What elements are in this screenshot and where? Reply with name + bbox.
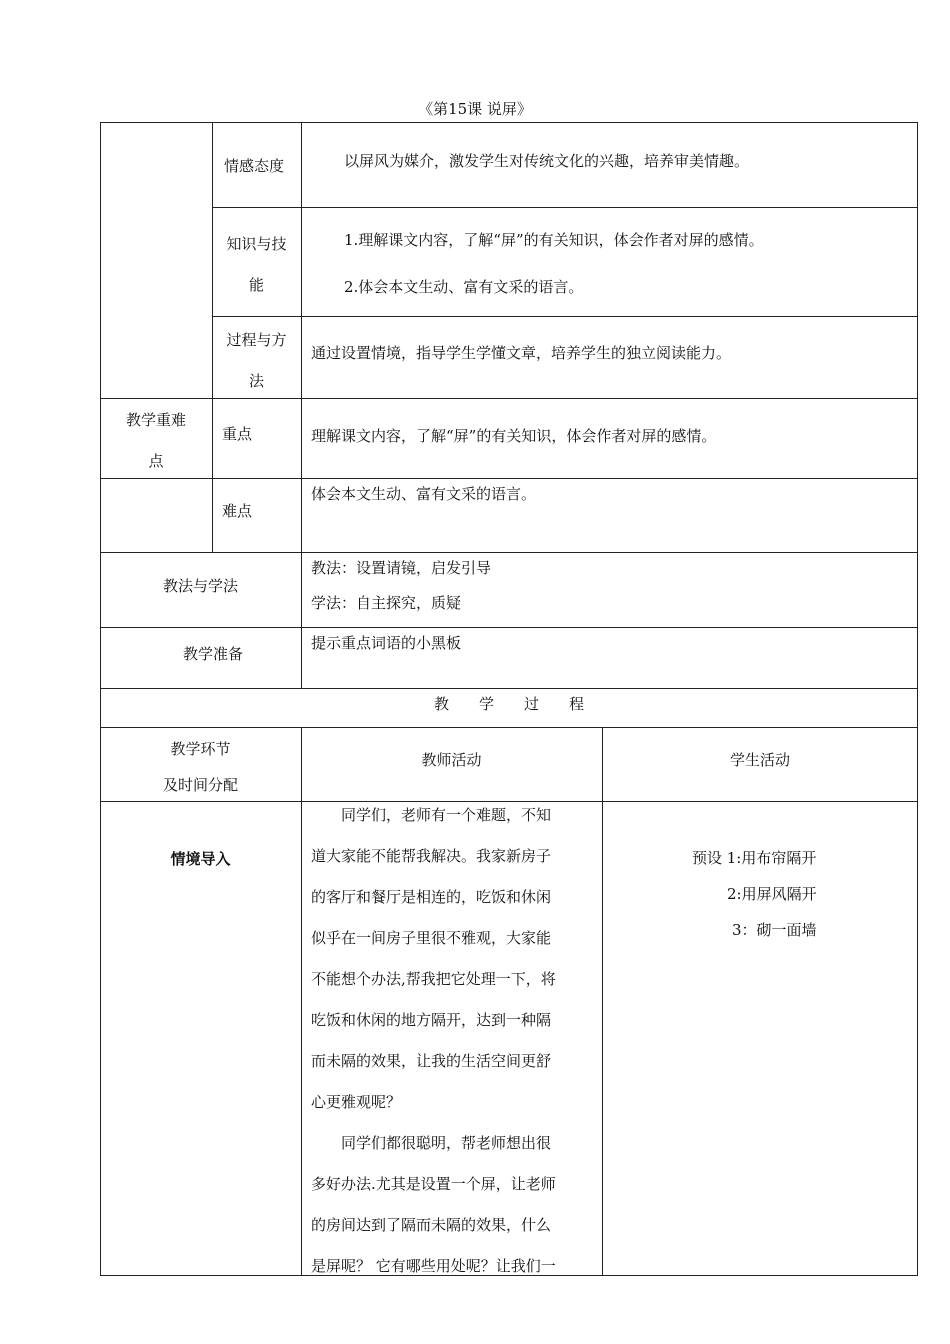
student-activity-3: 3：砌一面墙 — [732, 921, 817, 939]
process-label — [212, 320, 301, 402]
teacher-line: 心更雅观呢？ — [311, 1093, 402, 1111]
row-divider — [212, 207, 918, 208]
teacher-line: 同学们都很聪明，帮老师想出很 — [311, 1134, 552, 1152]
knowledge-label — [212, 224, 301, 306]
row-divider — [100, 688, 918, 689]
teacher-line: 同学们，老师有一个难题，不知 — [311, 806, 552, 824]
column-divider — [602, 727, 603, 1276]
process-text: 通过设置情境，指导学生学懂文章，培养学生的独立阅读能力。 — [311, 344, 732, 362]
row-divider — [100, 478, 918, 479]
process-header: 教 学 过 程 — [433, 695, 584, 713]
teacher-line: 是屏呢？ 它有哪些用处呢？让我们一 — [311, 1257, 556, 1275]
focus-label: 重点 — [222, 425, 253, 443]
stage-column-header — [100, 731, 301, 803]
stage-header-line2: 及时间分配 — [162, 776, 238, 794]
key-points-label-line1: 教学重难 — [125, 411, 186, 429]
row-divider — [100, 727, 918, 728]
row-divider — [212, 316, 918, 317]
teacher-line: 多好办法.尤其是设置一个屏，让老师 — [311, 1175, 556, 1193]
stage-name: 情境导入 — [170, 850, 231, 868]
difficulty-text: 体会本文生动、富有文采的语言。 — [311, 485, 537, 503]
column-divider — [301, 122, 302, 689]
focus-text: 理解课文内容，了解“屏”的有关知识，体会作者对屏的感情。 — [311, 427, 717, 445]
prep-label: 教学准备 — [182, 645, 243, 663]
teacher-activity — [311, 795, 597, 1287]
teacher-line: 道大家能不能帮我解决。我家新房子 — [311, 847, 552, 865]
knowledge-item-1: 1.理解课文内容，了解“屏”的有关知识，体会作者对屏的感情。 — [344, 231, 764, 249]
key-points-label — [100, 400, 212, 482]
student-activity-1: 预设 1:用布帘隔开 — [692, 849, 817, 867]
difficulty-label: 难点 — [222, 502, 253, 520]
teacher-line: 吃饭和休闲的地方隔开，达到一种隔 — [311, 1011, 552, 1029]
emotion-text: 以屏风为媒介，激发学生对传统文化的兴趣，培养审美情趣。 — [344, 152, 750, 170]
teacher-column-header: 教师活动 — [421, 751, 482, 769]
process-label-line1: 过程与方 — [226, 331, 287, 349]
methods-label: 教法与学法 — [162, 577, 238, 595]
teaching-method: 教法：设置请镜，启发引导 — [311, 559, 492, 577]
teacher-line: 而未隔的效果，让我的生活空间更舒 — [311, 1052, 552, 1070]
teacher-line: 的房间达到了隔而未隔的效果，什么 — [311, 1216, 552, 1234]
knowledge-label-line1: 知识与技 — [226, 235, 287, 253]
column-divider — [301, 727, 302, 1276]
student-activity-2: 2:用屏风隔开 — [727, 885, 817, 903]
student-column-header: 学生活动 — [729, 751, 790, 769]
emotion-label: 情感态度 — [224, 157, 285, 175]
learning-method: 学法：自主探究，质疑 — [311, 594, 462, 612]
process-label-line2: 法 — [248, 372, 264, 390]
knowledge-item-2: 2.体会本文生动、富有文采的语言。 — [344, 278, 584, 296]
teacher-line: 似乎在一间房子里很不雅观，大家能 — [311, 929, 552, 947]
lesson-title: 《第15课 说屏》 — [418, 100, 532, 118]
row-divider — [100, 627, 918, 628]
knowledge-label-line2: 能 — [248, 276, 264, 294]
key-points-label-line2: 点 — [148, 452, 164, 470]
stage-header-line1: 教学环节 — [170, 740, 231, 758]
prep-text: 提示重点词语的小黑板 — [311, 634, 462, 652]
teacher-line: 的客厅和餐厅是相连的，吃饭和休闲 — [311, 888, 552, 906]
row-divider — [100, 552, 918, 553]
teacher-line: 不能想个办法,帮我把它处理一下，将 — [311, 970, 556, 988]
table-border-top — [100, 122, 918, 123]
